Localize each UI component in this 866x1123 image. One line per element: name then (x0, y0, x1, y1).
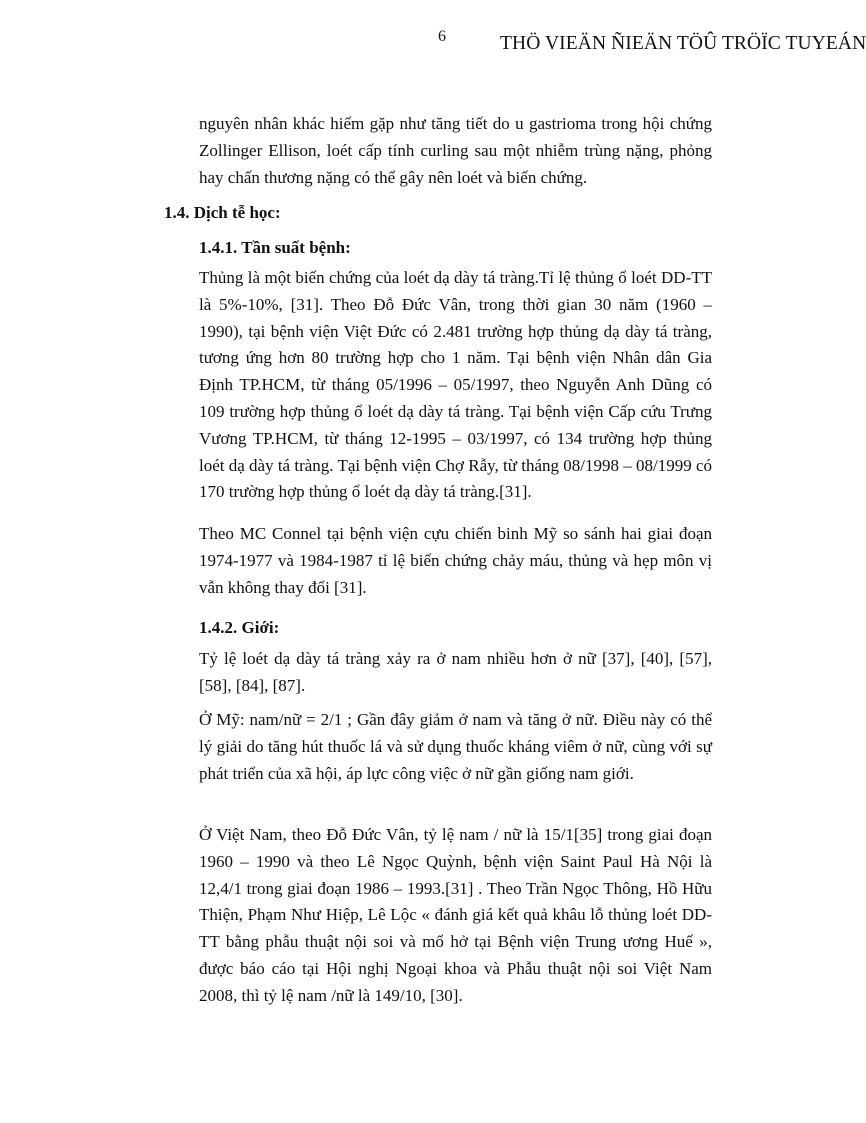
section-1-4-1-paragraph-2: Theo MC Connel tại bệnh viện cựu chiến binh Mỹ so sánh hai giai đoạn 1974-1977 và 1984-1987 tỉ lệ biến chứng chảy máu, thủng và hẹp môn vị vẫn không thay đổi [31]. (199, 524, 712, 597)
header-title: THÖ VIEÄN ÑIEÄN TÖÛ TRÖÏC TUYEÁN (500, 33, 866, 54)
section-1-4-heading: 1.4. Dịch tễ học: (164, 203, 281, 222)
section-1-4-1-heading: 1.4.1. Tần suất bệnh: (199, 238, 351, 257)
section-1-4-2-heading: 1.4.2. Giới: (199, 618, 280, 637)
section-1-4-2-paragraph-3: Ở Việt Nam, theo Đỗ Đức Vân, tỷ lệ nam / nữ là 15/1[35] trong giai đoạn 1960 – 1990 và theo Lê Ngọc Quỳnh, bệnh viện Saint Paul Hà Nội là 12,4/1 trong giai đoạn 1986 – 1993.[31] . Theo Trần Ngọc Thông, Hồ Hữu Thiện, Phạm Như Hiệp, Lê Lộc « đánh giá kết quả khâu lỗ thủng loét DD-TT bằng phẫu thuật nội soi và mổ hở tại Bệnh viện Trung ương Huế », được báo cáo tại Hội nghị Ngoại khoa và Phẫu thuật nội soi Việt Nam 2008, thì tỷ lệ nam /nữ là 149/10, [30]. (199, 825, 712, 1005)
intro-paragraph: nguyên nhân khác hiếm gặp như tăng tiết do u gastrioma trong hội chứng Zollinger Ellison, loét cấp tính curling sau một nhiễm trùng nặng, phỏng hay chấn thương nặng có thể gây nên loét và biến chứng. (199, 114, 712, 187)
section-1-4-2-paragraph-2: Ở Mỹ: nam/nữ = 2/1 ; Gần đây giảm ở nam và tăng ở nữ. Điều này có thể lý giải do tăng hút thuốc lá và sử dụng thuốc kháng viêm ở nữ, cùng với sự phát triển của xã hội, áp lực công việc ở nữ gần giống nam giới. (199, 710, 712, 783)
page-number: 6 (438, 28, 446, 45)
section-1-4-1-paragraph-1: Thủng là một biến chứng của loét dạ dày tá tràng.Tỉ lệ thủng ổ loét DD-TT là 5%-10%, [31]. Theo Đỗ Đức Vân, trong thời gian 30 năm (1960 – 1990), tại bệnh viện Việt Đức có 2.481 trường hợp thủng dạ dày tá tràng, tương ứng hơn 80 trường hợp cho 1 năm. Tại bệnh viện Nhân dân Gia Định TP.HCM, từ tháng 05/1996 – 05/1997, theo Nguyễn Anh Dũng có 109 trường hợp thủng ổ loét dạ dày tá tràng. Tại bệnh viện Cấp cứu Trưng Vương TP.HCM, từ tháng 12-1995 – 03/1997, có 134 trường hợp thủng loét dạ dày tá tràng. Tại bệnh viện Chợ Rẫy, từ tháng 08/1998 – 08/1999 có 170 trường hợp thủng ổ loét dạ dày tá tràng.[31]. (199, 268, 712, 502)
section-1-4-2-paragraph-1: Tỷ lệ loét dạ dày tá tràng xảy ra ở nam nhiều hơn ở nữ [37], [40], [57], [58], [84], [87]. (199, 649, 712, 695)
